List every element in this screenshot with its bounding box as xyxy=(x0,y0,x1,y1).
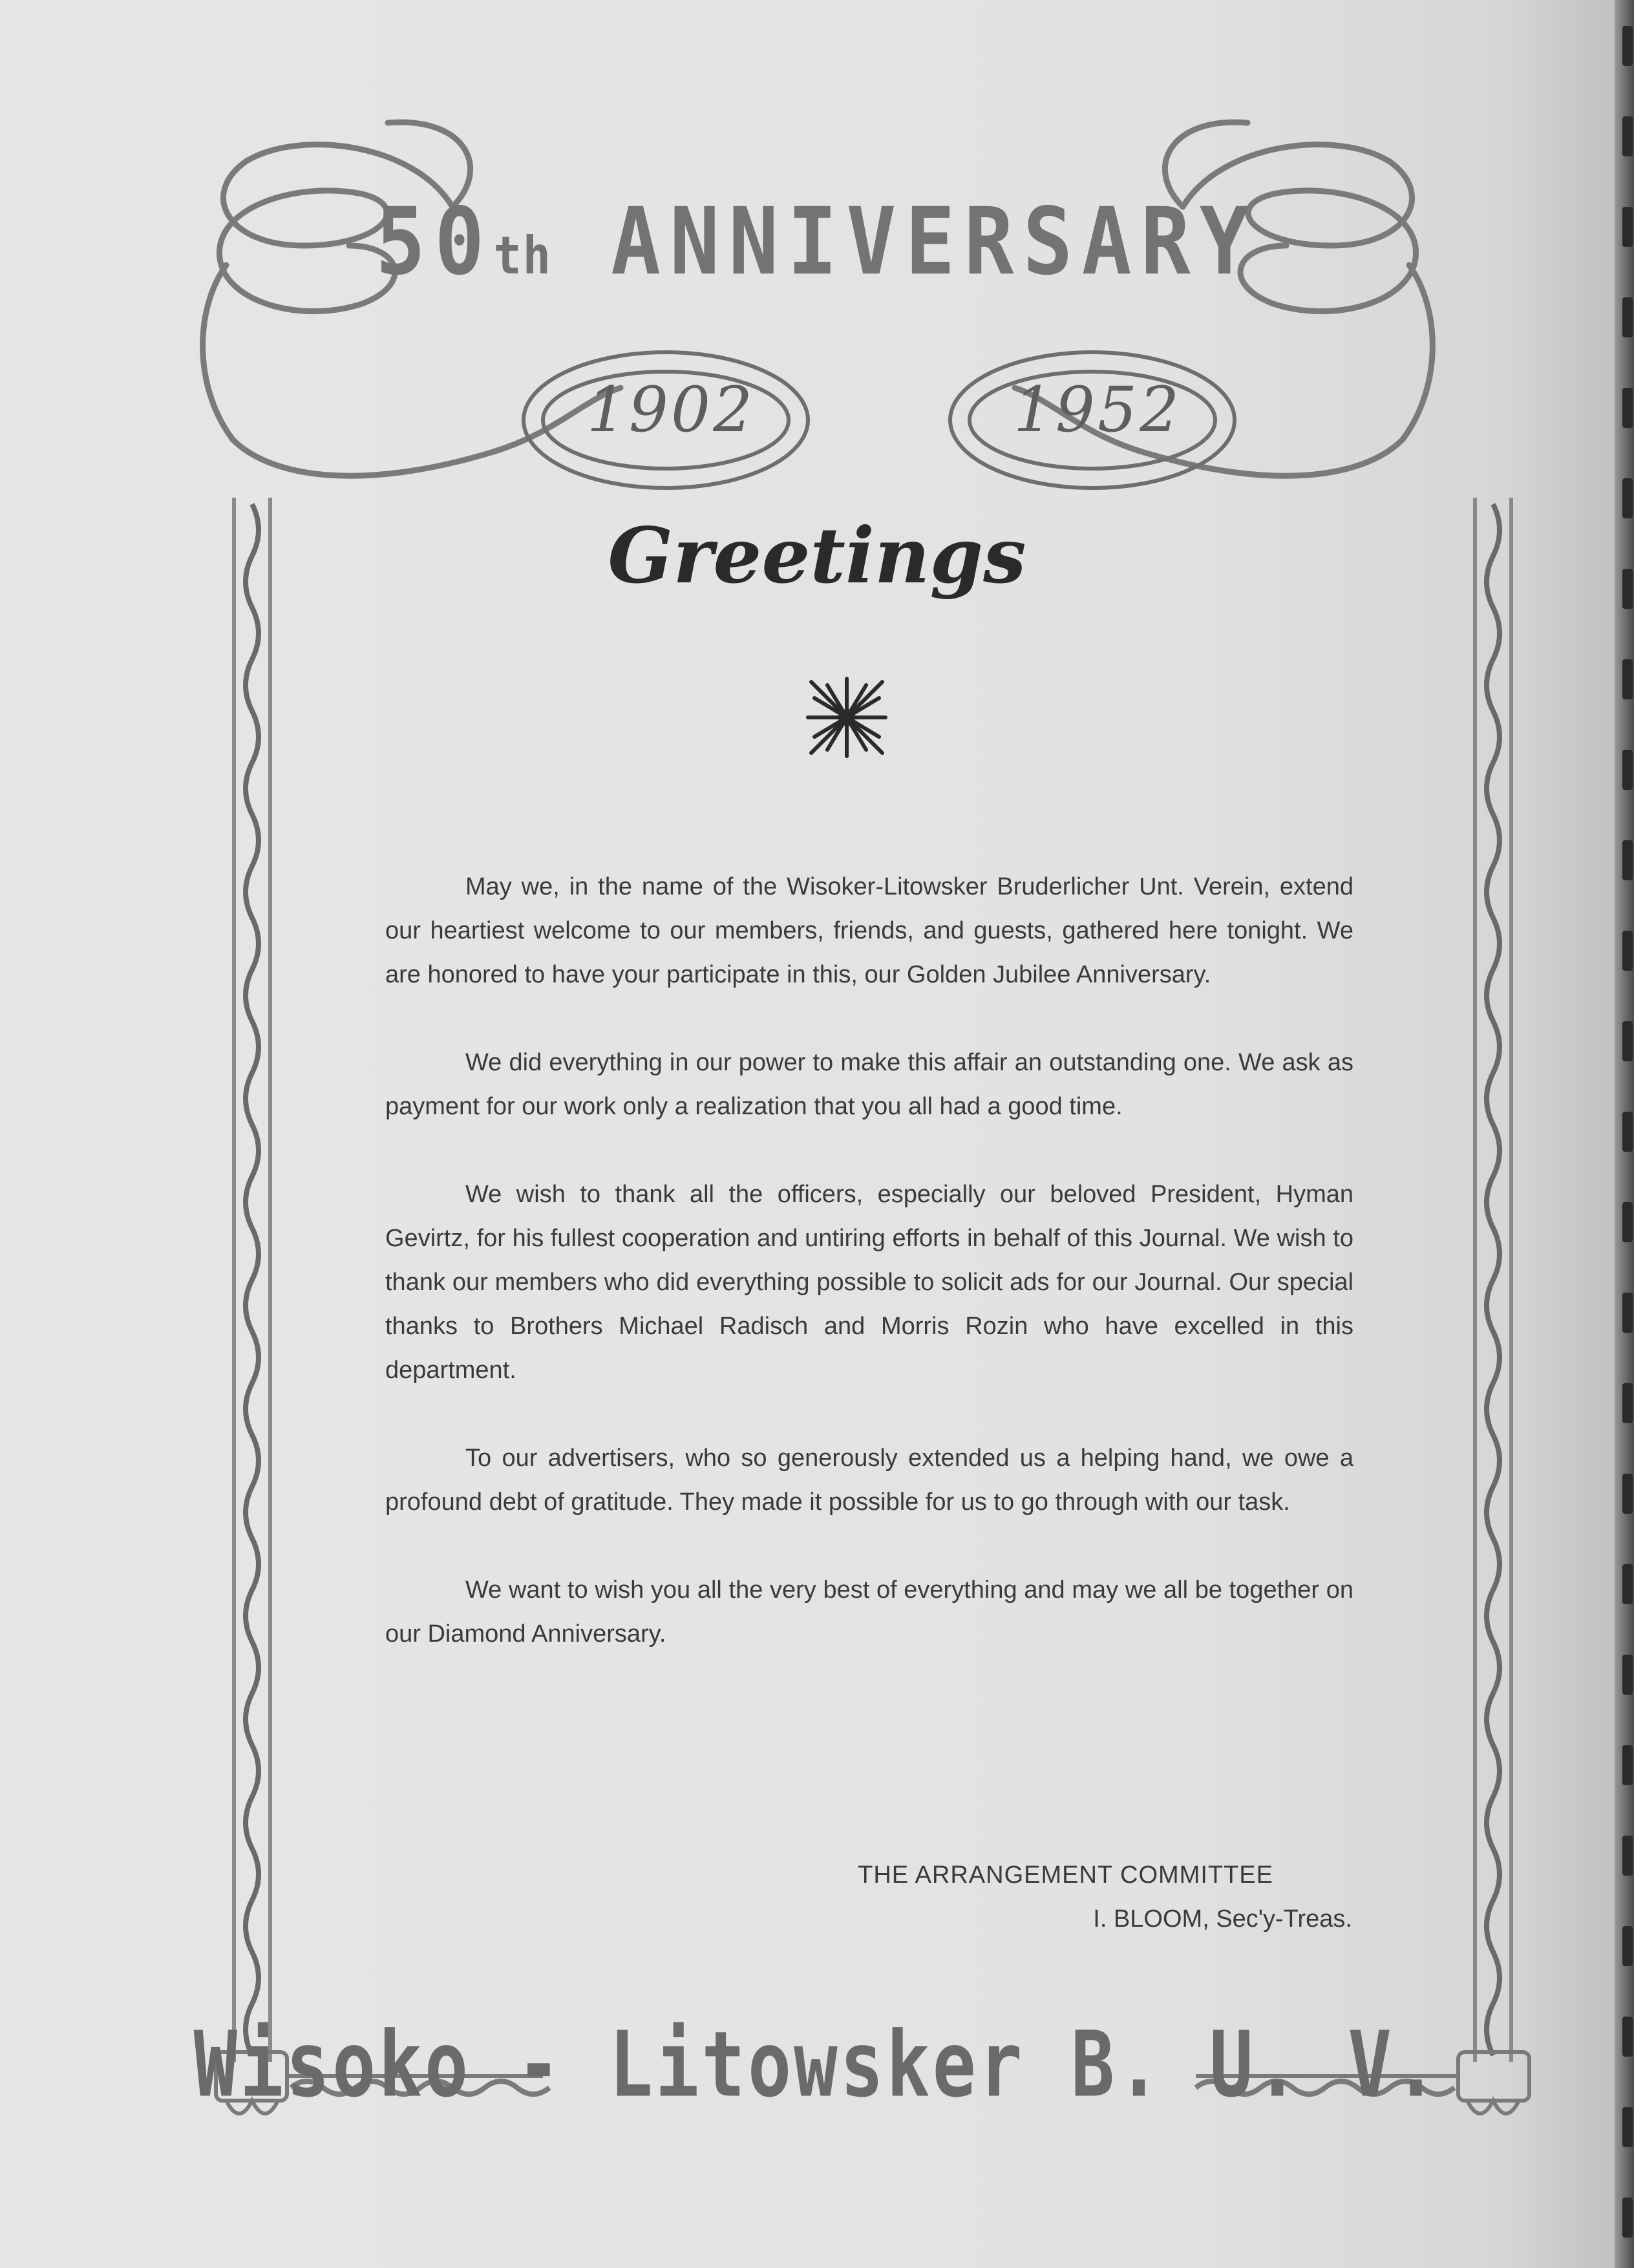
paragraph: May we, in the name of the Wisoker-Litowsker Bruderlicher Unt. Verein, extend our heartiest welcome to our members, friends, and guests, gathered here tonight. We are honored to have your participate in this, our Golden Jubilee Anniversary. xyxy=(385,873,1353,988)
left-scroll-flourish xyxy=(203,122,621,476)
anniversary-number: 50 xyxy=(376,188,494,296)
anniversary-heading xyxy=(0,188,1634,296)
signature-committee: THE ARRANGEMENT COMMITTEE xyxy=(858,1861,1273,1889)
right-border-column xyxy=(1475,498,1511,2062)
anniversary-word: ANNIVERSARY xyxy=(611,188,1258,296)
paragraph: To our advertisers, who so generously extended us a helping hand, we owe a profound debt of gratitude. They made it possible for us to go through with our task. xyxy=(385,1445,1353,1516)
paragraph: We wish to thank all the officers, especially our beloved President, Hyman Gevirtz, for his fullest cooperation and untiring efforts in behalf of this Journal. We wish to thank our members who did everything possible to solicit ads for our Journal. Our special thanks to Brothers Michael Radisch and Morris Rozin who have excelled in this department. xyxy=(385,1181,1353,1384)
anniversary-suffix: th xyxy=(493,225,553,286)
left-border-column xyxy=(234,498,270,2062)
signature-name: I. BLOOM, Sec'y-Treas. xyxy=(1093,1905,1352,1933)
letter-body xyxy=(385,865,1353,1700)
year-end: 1952 xyxy=(1013,374,1182,446)
greeting-title: Greetings xyxy=(608,511,1026,600)
paragraph: We want to wish you all the very best of everything and may we all be together on our Diamond Anniversary. xyxy=(385,1576,1353,1648)
paragraph: We did everything in our power to make this affair an outstanding one. We ask as payment for our work only a realization that you all had a good time. xyxy=(385,1049,1353,1120)
year-start: 1902 xyxy=(586,374,756,446)
footer-society-name: Wisoko - Litowsker B. U. V. xyxy=(193,2012,1441,2118)
starburst-icon xyxy=(808,679,886,756)
